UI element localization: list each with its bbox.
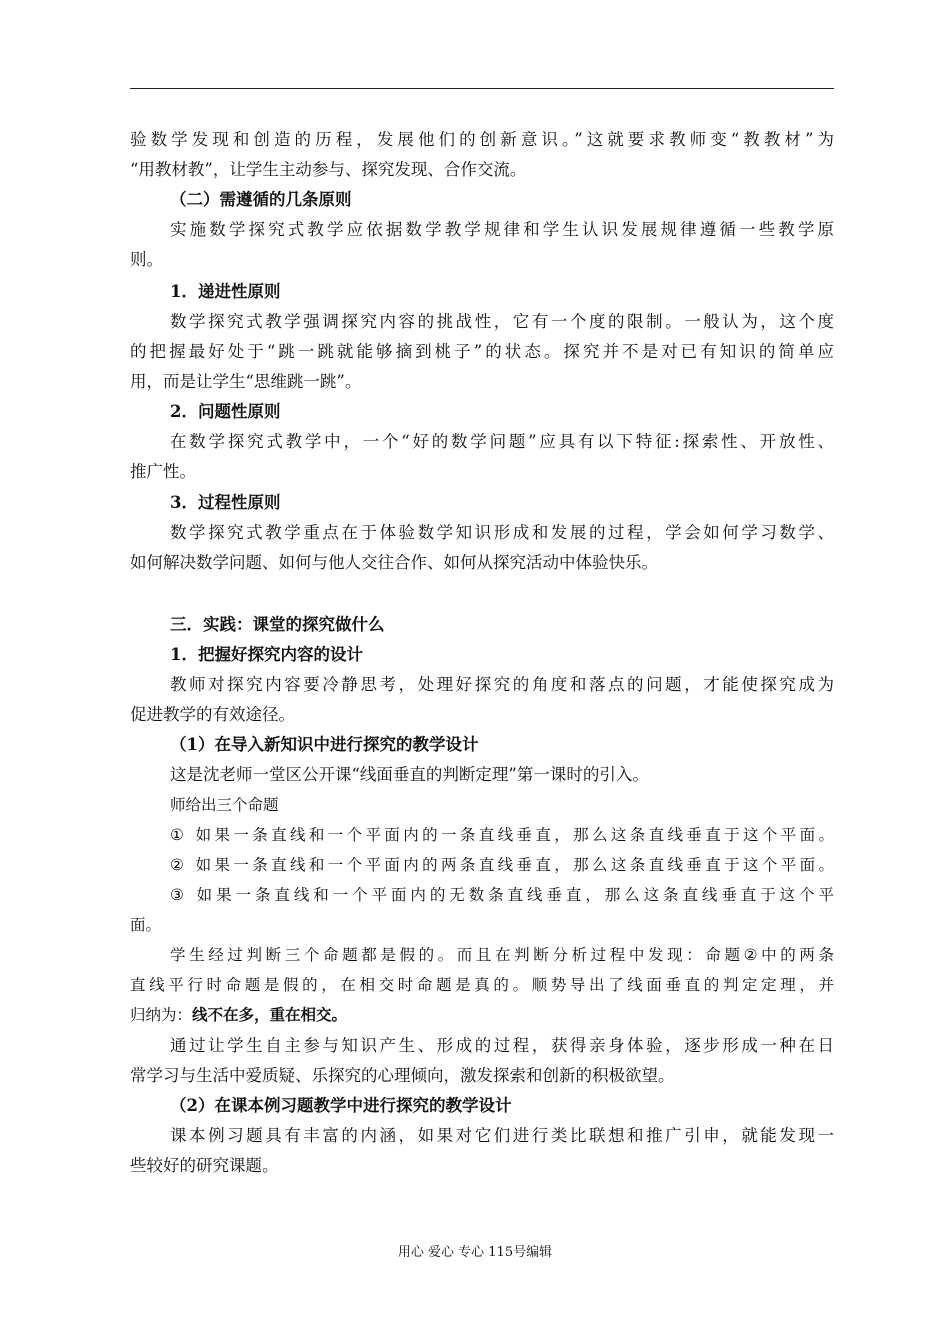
paragraph-line: 常学习与生活中爱质疑、乐探究的心理倾向，激发探索和创新的积极欲望。: [130, 1066, 675, 1085]
paragraph-line: 推广性。: [130, 462, 196, 481]
subsection-heading: 1．把握好探究内容的设计: [170, 645, 363, 664]
paragraph-line: “用教材教”，让学生主动参与、探究发现、合作交流。: [130, 160, 527, 179]
summary-emphasis: 线不在多，重在相交。: [192, 1006, 348, 1024]
paragraph-line: 的把握最好处于“跳一跳就能够摘到桃子”的状态。探究并不是对已有知识的简单应: [130, 342, 834, 361]
paragraph-line: 实施数学探究式教学应依据数学教学规律和学生认识发展规律遵循一些教学原: [170, 220, 834, 239]
paragraph-line: 验数学发现和创造的历程，发展他们的创新意识。”这就要求教师变“教教材”为: [130, 130, 834, 149]
paragraph-line: 直线平行时命题是假的，在相交时命题是真的。顺势导出了线面垂直的判定定理，并: [130, 976, 834, 994]
paragraph-line: 在数学探究式教学中，一个“好的数学问题”应具有以下特征:探索性、开放性、: [170, 432, 834, 451]
paragraph-line: 促进教学的有效途径。: [130, 705, 295, 724]
paragraph-line: 用，而是让学生“思维跳一跳”。: [130, 372, 362, 391]
paragraph-line: 通过让学生自主参与知识产生、形成的过程，获得亲身体验，逐步形成一种在日: [170, 1036, 834, 1055]
subsection-heading: 1．递进性原则: [170, 282, 281, 301]
summary-lead: 归纳为：: [130, 1006, 193, 1024]
paragraph-line: 师给出三个命题: [170, 796, 279, 814]
header-rule: [130, 88, 834, 89]
paragraph-line: 数学探究式教学强调探究内容的挑战性，它有一个度的限制。一般认为，这个度: [170, 312, 834, 331]
subsection-heading: 3．过程性原则: [170, 493, 281, 512]
paragraph-line: 如何解决数学问题、如何与他人交往合作、如何从探究活动中体验快乐。: [130, 553, 658, 572]
paragraph-line: 这是沈老师一堂区公开课“线面垂直的判断定理”第一课时的引入。: [170, 765, 649, 784]
paragraph-line: 教师对探究内容要冷静思考，处理好探究的角度和落点的问题，才能使探究成为: [170, 675, 834, 694]
paragraph-line: 面。: [130, 916, 162, 934]
subsection-heading: （2）在课本例习题教学中进行探究的教学设计: [170, 1096, 512, 1115]
proposition-2: ② 如果一条直线和一个平面内的两条直线垂直，那么这条直线垂直于这个平面。: [170, 856, 834, 874]
paragraph-line: 数学探究式教学重点在于体验数学知识形成和发展的过程，学会如何学习数学、: [170, 523, 834, 542]
paragraph-line: 课本例习题具有丰富的内涵，如果对它们进行类比联想和推广引申，就能发现一: [170, 1126, 834, 1145]
paragraph-line: 学生经过判断三个命题都是假的。而且在判断分析过程中发现：命题②中的两条: [170, 946, 834, 964]
paragraph-line: 些较好的研究课题。: [130, 1156, 279, 1175]
proposition-3: ③ 如果一条直线和一个平面内的无数条直线垂直，那么这条直线垂直于这个平: [170, 886, 834, 904]
proposition-1: ① 如果一条直线和一个平面内的一条直线垂直，那么这条直线垂直于这个平面。: [170, 826, 834, 844]
subsection-heading: （1）在导入新知识中进行探究的教学设计: [170, 735, 479, 754]
subsection-heading: 2．问题性原则: [170, 402, 281, 421]
chapter-heading: 三．实践：课堂的探究做什么: [170, 615, 385, 634]
page-footer: 用心 爱心 专心 115号编辑: [397, 1245, 553, 1260]
paragraph-line: 则。: [130, 250, 163, 269]
section-heading: （二）需遵循的几条原则: [170, 190, 352, 209]
paragraph-line: [130, 1003, 834, 1027]
